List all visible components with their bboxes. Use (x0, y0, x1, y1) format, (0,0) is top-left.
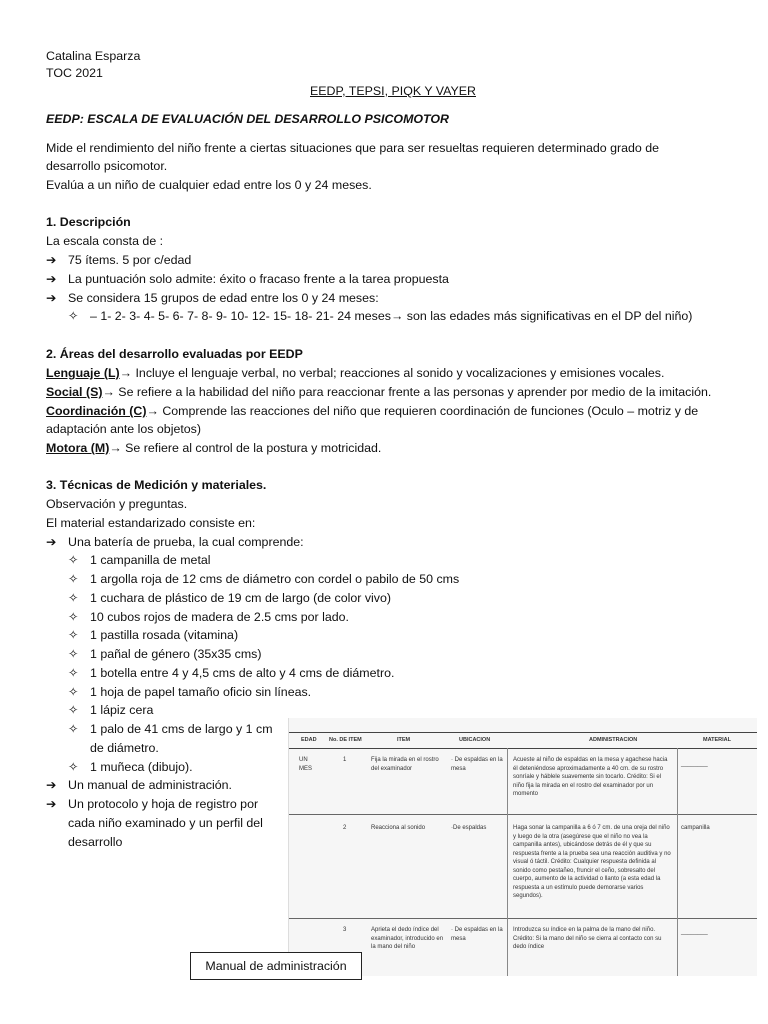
diamond-bullet-icon: ✧ (68, 591, 79, 605)
area-description: → Se refiere a la habilidad del niño para reaccionar frente a las personas y aprender por medio de la imitación. (102, 385, 712, 399)
section-3-title: 3. Técnicas de Medición y materiales. (46, 478, 267, 492)
material-text: 1 hoja de papel tamaño oficio sin líneas. (90, 685, 312, 699)
bullet-manual (46, 777, 232, 793)
item-location: · De espaldas en la mesa (451, 757, 503, 772)
arrow-icon: ➔ (46, 253, 57, 267)
author-name: Catalina Esparza (46, 49, 141, 63)
bullet-text: Se considera 15 grupos de edad entre los 0 y 24 meses: (68, 291, 379, 305)
material-item (68, 609, 349, 625)
intro-paragraph-1b: desarrollo psicomotor. (46, 159, 168, 173)
diamond-bullet-icon: ✧ (68, 722, 79, 736)
section-1-title: 1. Descripción (46, 215, 131, 229)
area-motora (46, 440, 381, 456)
diamond-bullet-icon: ✧ (68, 647, 79, 661)
material-item (68, 552, 211, 568)
item-location: ·De espaldas (451, 825, 487, 831)
bullet-text: La puntuación solo admite: éxito o fracaso frente a la tarea propuesta (68, 272, 449, 286)
table-header: ADMINISTRACION (589, 737, 638, 743)
area-description: → Comprende las reacciones del niño que requieren coordinación de funciones (Oculo – motriz y de (146, 404, 699, 418)
table-header: EDAD (301, 737, 317, 743)
bullet-protocol (46, 796, 258, 812)
area-social (46, 384, 711, 400)
sub-bullet-text: – 1- 2- 3- 4- 5- 6- 7- 8- 9- 10- 12- 15- 18- 21- 24 meses→ son las edades más significativas en el DP del niño) (90, 309, 693, 323)
bullet-text: Un manual de administración. (68, 778, 232, 792)
diamond-bullet-icon: ✧ (68, 610, 79, 624)
material-text: 1 botella entre 4 y 4,5 cms de alto y 4 cms de diámetro. (90, 666, 395, 680)
bullet-scoring (46, 271, 449, 287)
item-number: 1 (343, 757, 347, 763)
material-item (68, 627, 238, 643)
course-label: TOC 2021 (46, 66, 103, 80)
section-3-line-1: Observación y preguntas. (46, 497, 188, 511)
material-text: 1 cuchara de plástico de 19 cm de largo (de color vivo) (90, 591, 391, 605)
material-text: 1 argolla roja de 12 cms de diámetro con cordel o pabilo de 50 cms (90, 572, 460, 586)
area-name: Lenguaje (L) (46, 366, 120, 380)
material-item-cont: de diámetro. (90, 741, 159, 755)
material-text: 1 lápiz cera (90, 703, 154, 717)
table-header: ITEM (397, 737, 411, 743)
material-item (68, 684, 311, 700)
item-material: ________ (681, 761, 708, 767)
material-item (68, 759, 193, 775)
diamond-bullet-icon: ✧ (68, 666, 79, 680)
material-item (68, 702, 153, 718)
area-coordinacion-cont: adaptación ante los objetos) (46, 422, 201, 436)
bullet-text: Una batería de prueba, la cual comprende: (68, 535, 304, 549)
diamond-bullet-icon: ✧ (68, 685, 79, 699)
area-name: Social (S) (46, 385, 103, 399)
area-description: → Incluye el lenguaje verbal, no verbal; reacciones al sonido y vocalizaciones y emisiones vocales. (119, 366, 665, 380)
intro-paragraph-2: Evalúa a un niño de cualquier edad entre los 0 y 24 meses. (46, 178, 372, 192)
item-text: Reacciona al sonido (371, 825, 426, 831)
material-text: 1 pastilla rosada (vitamina) (90, 628, 239, 642)
arrow-icon: ➔ (46, 797, 57, 811)
bullet-protocol-cont-2: desarrollo (68, 835, 123, 849)
area-lenguaje (46, 365, 664, 381)
item-material: ________ (681, 929, 708, 935)
material-text: 1 campanilla de metal (90, 553, 211, 567)
diamond-bullet-icon: ✧ (68, 572, 79, 586)
material-text: 1 pañal de género (35x35 cms) (90, 647, 262, 661)
area-coordinacion (46, 403, 698, 419)
eedp-heading: EEDP: ESCALA DE EVALUACIÓN DEL DESARROLLO PSICOMOTOR (46, 112, 449, 126)
item-number: 2 (343, 825, 347, 831)
manual-caption: Manual de administración (190, 952, 362, 980)
diamond-bullet-icon: ✧ (68, 309, 79, 323)
bullet-text: 75 ítems. 5 por c/edad (68, 253, 192, 267)
item-location: · De espaldas en la mesa (451, 927, 503, 942)
arrow-icon: ➔ (46, 291, 57, 305)
area-name: Motora (M) (46, 441, 110, 455)
material-item (68, 721, 273, 737)
section-2-title: 2. Áreas del desarrollo evaluadas por EEDP (46, 347, 303, 361)
material-item (68, 571, 459, 587)
manual-table-image (288, 718, 757, 976)
section-1-lead: La escala consta de : (46, 234, 164, 248)
arrow-icon: ➔ (46, 778, 57, 792)
bullet-age-groups (46, 290, 379, 306)
area-name: Coordinación (C) (46, 404, 147, 418)
bullet-items-count (46, 252, 191, 268)
material-text: 1 muñeca (dibujo). (90, 760, 193, 774)
intro-paragraph-1a: Mide el rendimiento del niño frente a ciertas situaciones que para ser resueltas requieren determinado grado de (46, 141, 660, 155)
document-title: EEDP, TEPSI, PIQK Y VAYER (310, 84, 476, 98)
material-item (68, 665, 394, 681)
area-description: → Se refiere al control de la postura y motricidad. (109, 441, 382, 455)
item-number: 3 (343, 927, 347, 933)
item-administration: Introduzca su índice en la palma de la mano del niño. Crédito: Si la mano del niño se cierra al contacto con su dedo índice (513, 927, 662, 950)
diamond-bullet-icon: ✧ (68, 553, 79, 567)
bullet-battery (46, 534, 304, 550)
bullet-protocol-cont-1: cada niño examinado y un perfil del (68, 816, 263, 830)
bullet-text: Un protocolo y hoja de registro por (68, 797, 259, 811)
section-3-line-2: El material estandarizado consiste en: (46, 516, 256, 530)
arrow-icon: ➔ (46, 272, 57, 286)
item-text: Fija la mirada en el rostro del examinador (371, 757, 439, 772)
table-header: No. DE ITEM (329, 737, 362, 743)
material-item (68, 646, 262, 662)
item-text: Aprieta el dedo índice del examinador, introducido en la mano del niño (371, 927, 444, 950)
item-administration: Acueste al niño de espaldas en la mesa y agachese hacia él deteniéndose aproximadamente a 40 cm. de su rostro sonríale y háblele suavemente sin tocarlo. Crédito: Si el niño fija la mirada en el rostro del examinador por un momento (513, 757, 668, 797)
diamond-bullet-icon: ✧ (68, 628, 79, 642)
material-text: 10 cubos rojos de madera de 2.5 cms por lado. (90, 610, 349, 624)
diamond-bullet-icon: ✧ (68, 703, 79, 717)
table-header: UBICACION (459, 737, 491, 743)
table-header: MATERIAL (703, 737, 732, 743)
item-material: campanilla (681, 825, 710, 831)
sub-bullet-ages (68, 308, 692, 324)
material-item (68, 590, 391, 606)
item-administration: Haga sonar la campanilla a 6 ó 7 cm. de una oreja del niño y luego de la otra (asegúrese que el niño no vea la campanilla antes), ubicándose detrás de él y que su respuesta frente a la prueba sea una reacción auditiva y no visual ó táctil. Crédito: Cualquier respuesta definida al sonido como pestañeo, fruncir el ceño, sobresalto del cuerpo, aumento de la actividad o llanto (a esta edad la respuesta a un estímulo puede demorarse varios segundos). (513, 825, 671, 899)
diamond-bullet-icon: ✧ (68, 760, 79, 774)
age-cell: UN MES (299, 757, 313, 772)
arrow-icon: ➔ (46, 535, 57, 549)
material-text: 1 palo de 41 cms de largo y 1 cm (90, 722, 273, 736)
